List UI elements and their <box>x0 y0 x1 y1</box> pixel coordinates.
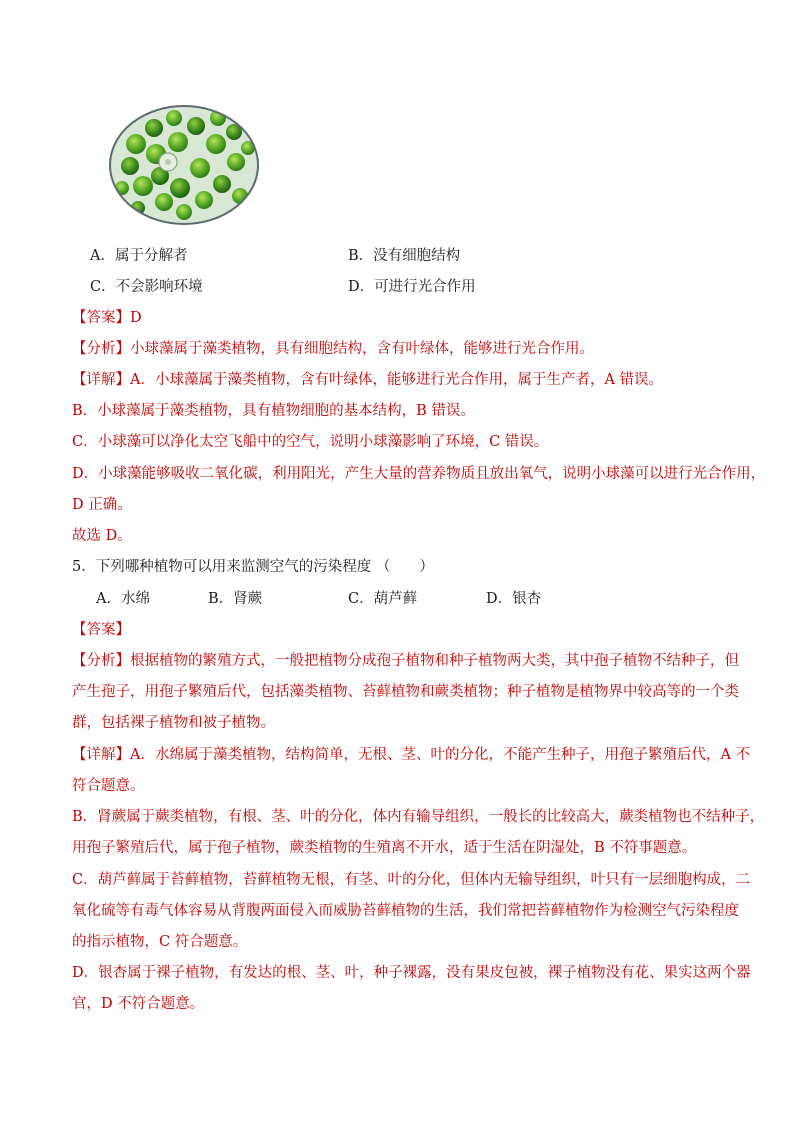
q4-detail-line: B．小球藻属于藻类植物，具有植物细胞的基本结构，B 错误。 <box>72 403 475 419</box>
q4-answer <box>72 308 732 328</box>
q5-detail-line <box>72 745 751 765</box>
q5-question: 5．下列哪种植物可以用来监测空气的污染程度 （ ） <box>72 559 434 575</box>
q5-detail-line: 用孢子繁殖后代，属于孢子植物，蕨类植物的生殖离不开水，适于生活在阴湿处，B 不符事题意。 <box>72 840 697 856</box>
analysis-text: 小球藻属于藻类植物，具有细胞结构，含有叶绿体，能够进行光合作用。 <box>130 341 594 357</box>
answer-tag: 【答案】 <box>72 310 130 326</box>
q5-option-b: B．肾蕨 <box>208 591 263 607</box>
q4-detail-line <box>72 370 732 390</box>
q5-detail-line: 的指示植物，C 符合题意。 <box>72 934 248 950</box>
q5-analysis-line: 群，包括裸子植物和被子植物。 <box>72 715 275 731</box>
q5-detail-line: B．肾蕨属于蕨类植物，有根、茎、叶的分化，体内有输导组织，一般长的比较高大，蕨类植物也不结种子， <box>72 809 765 825</box>
detail-tag: 【详解】 <box>72 372 130 388</box>
q4-option-c: C．不会影响环境 <box>90 279 203 295</box>
detail-text: A．小球藻属于藻类植物，含有叶绿体，能够进行光合作用，属于生产者，A 错误。 <box>130 372 664 388</box>
q5-option-c: C．葫芦藓 <box>348 591 418 607</box>
q5-detail-line: 官，D 不符合题意。 <box>72 996 205 1012</box>
q4-detail-line: D 正确。 <box>72 497 132 513</box>
q4-option-b: B．没有细胞结构 <box>348 248 461 264</box>
q5-option-d: D．银杏 <box>486 591 542 607</box>
q5-detail-line: C．葫芦藓属于苔藓植物，苔藓植物无根，有茎、叶的分化，但体内无输导组织，叶只有一层细胞构成，二 <box>72 872 751 888</box>
q4-option-d: D．可进行光合作用 <box>348 279 476 295</box>
q5-analysis-line: 产生孢子，用孢子繁殖后代，包括藻类植物、苔藓植物和蕨类植物；种子植物是植物界中较高等的一个类 <box>72 684 739 700</box>
detail-text: A．水绵属于藻类植物，结构简单，无根、茎、叶的分化，不能产生种子，用孢子繁殖后代，A 不 <box>130 747 751 763</box>
q5-detail-line: D．银杏属于裸子植物，有发达的根、茎、叶，种子裸露，没有果皮包被，裸子植物没有花、果实这两个器 <box>72 965 751 981</box>
q5-option-a: A．水绵 <box>96 591 150 607</box>
q4-detail-line: D．小球藻能够吸收二氧化碳，利用阳光，产生大量的营养物质且放出氧气，说明小球藻可以进行光合作用， <box>72 466 766 482</box>
q5-detail-line: 氧化硫等有毒气体容易从背腹两面侵入而威胁苔藓植物的生活，我们常把苔藓植物作为检测空气污染程度 <box>72 903 739 919</box>
q4-conclusion: 故选 D。 <box>72 528 132 544</box>
answer-value: D <box>130 310 142 326</box>
q5-detail-line: 符合题意。 <box>72 778 145 794</box>
q4-analysis <box>72 339 732 359</box>
analysis-tag: 【分析】 <box>72 341 130 357</box>
analysis-text: 根据植物的繁殖方式，一般把植物分成孢子植物和种子植物两大类，其中孢子植物不结种子，但 <box>130 653 739 669</box>
analysis-tag: 【分析】 <box>72 653 130 669</box>
q4-detail-line: C．小球藻可以净化太空飞船中的空气，说明小球藻影响了环境，C 错误。 <box>72 434 549 450</box>
q4-option-a: A．属于分解者 <box>90 248 188 264</box>
q5-answer-tag: 【答案】 <box>72 622 130 638</box>
chlorella-micrograph-image <box>108 104 260 226</box>
detail-tag: 【详解】 <box>72 747 130 763</box>
q5-analysis-line <box>72 651 739 671</box>
